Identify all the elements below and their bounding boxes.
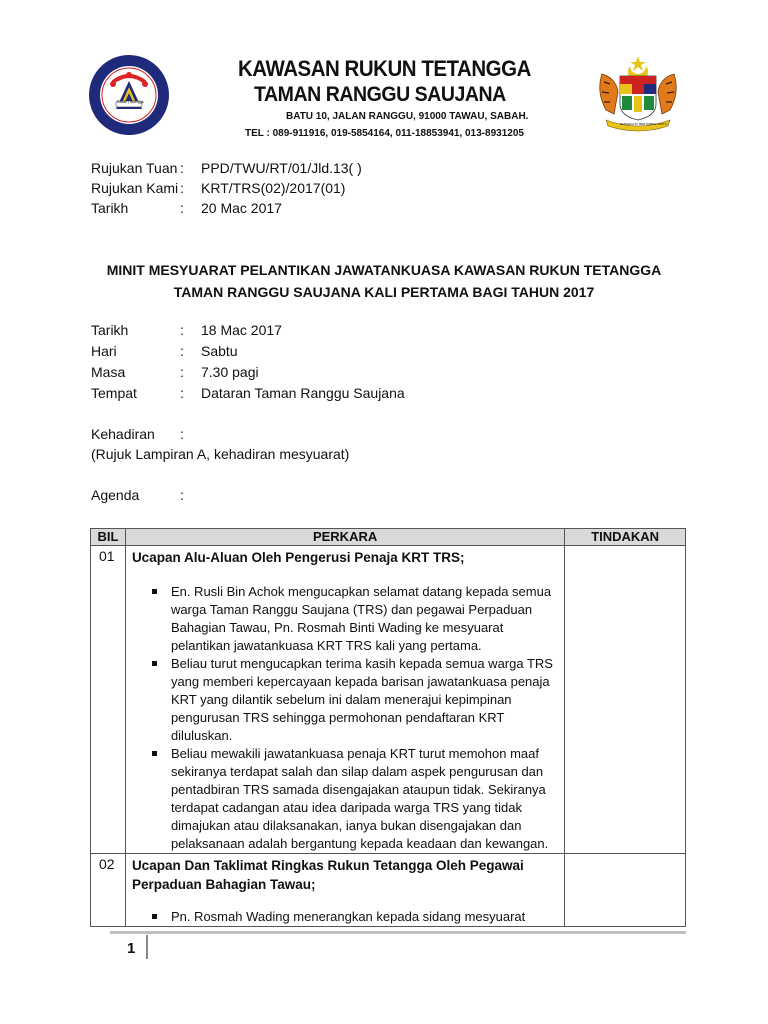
row-perkara-cell	[125, 854, 564, 927]
list-item: Pn. Rosmah Wading menerangkan kepada sidang mesyuarat	[171, 908, 556, 926]
reference-row	[91, 180, 491, 198]
agenda-row	[91, 487, 491, 505]
list-item: En. Rusli Bin Achok mengucapkan selamat datang kepada semua warga Taman Ranggu Saujana (TRS) dan pegawai Perpaduan Bahagian Tawau, Pn. Rosmah Binti Wading ke mesyuarat pelantikan jawatankuasa KRT TRS kali yang pertama.	[171, 583, 556, 655]
colon: :	[180, 322, 184, 338]
reference-label: Rujukan Kami	[91, 180, 179, 196]
row-title: Ucapan Alu-Aluan Oleh Pengerusi Penaja KRT TRS;	[131, 550, 465, 565]
table-header-row	[91, 529, 686, 546]
coat-of-arms-motto: BERSEKUTU BERTAMBAH MUTU	[620, 122, 668, 126]
meeting-value: 18 Mac 2017	[201, 322, 282, 338]
reference-row	[91, 160, 491, 178]
org-name: TAMAN RANGGU SAUJANA	[254, 83, 506, 106]
meeting-label: Tarikh	[91, 322, 129, 338]
minutes-title-line-1: MINIT MESYUARAT PELANTIKAN JAWATANKUASA KAWASAN RUKUN TETANGGA	[106, 262, 662, 278]
colon: :	[180, 487, 184, 503]
meeting-row	[91, 364, 491, 382]
reference-row	[91, 200, 491, 218]
meeting-value: 7.30 pagi	[201, 364, 259, 380]
row-bil-cell	[91, 854, 126, 927]
attendance-note	[91, 446, 491, 464]
column-header-tindakan: TINDAKAN	[565, 529, 686, 546]
org-address: BATU 10, JALAN RANGGU, 91000 TAWAU, SABAH.	[286, 111, 529, 122]
row-perkara-cell	[125, 546, 564, 854]
attendance-label: Kehadiran	[91, 426, 155, 442]
reference-label: Rujukan Tuan	[91, 160, 178, 176]
bullet-list	[126, 908, 564, 926]
colon: :	[180, 160, 184, 176]
list-item: Beliau mewakili jawatankuasa penaja KRT turut memohon maaf sekiranya terdapat salah dan silap dalam aspek pengurusan dan pentadbiran TRS samada disengajakan ataupun tidak. Sekiranya terdapat cadangan atau idea daripada warga TRS yang tidak dimajukan atau dilaksanakan, ianya bukan disengajakan dan pelaksanaan adalah bergantung kepada keadaan dan kewangan.	[171, 745, 556, 853]
attendance-note-text: (Rujuk Lampiran A, kehadiran mesyuarat)	[91, 446, 350, 462]
list-item: Beliau turut mengucapkan terima kasih kepada semua warga TRS yang memberi kepercayaan kepada barisan jawatankuasa penaja KRT yang dilantik sebelum ini dalam menerajui kepimpinan pengurusan TRS sehingga permohonan pendaftaran KRT diluluskan.	[171, 655, 556, 745]
row-title: Ucapan Dan Taklimat Ringkas Rukun Tetangga Oleh Pegawai Perpaduan Bahagian Tawau;	[131, 858, 524, 892]
meeting-label: Tempat	[91, 385, 137, 401]
column-header-bil: BIL	[91, 529, 126, 546]
meeting-label: Masa	[91, 364, 126, 380]
colon: :	[180, 364, 184, 380]
reference-value: KRT/TRS(02)/2017(01)	[201, 180, 346, 196]
meeting-value: Dataran Taman Ranggu Saujana	[201, 385, 405, 401]
attendance-row	[91, 426, 491, 444]
row-bil: 02	[99, 856, 115, 872]
krt-logo	[88, 54, 170, 136]
coat-of-arms-logo	[592, 52, 684, 136]
table-row	[91, 546, 686, 854]
column-header-perkara: PERKARA	[125, 529, 564, 546]
table-row	[91, 854, 686, 927]
reference-value: PPD/TWU/RT/01/Jld.13( )	[201, 160, 362, 176]
bullet-list	[126, 583, 564, 853]
org-title: KAWASAN RUKUN TETANGGA	[238, 56, 531, 81]
page-number: 1	[127, 940, 136, 957]
row-bil: 01	[99, 548, 115, 564]
agenda-label: Agenda	[91, 487, 140, 503]
colon: :	[180, 385, 184, 401]
reference-value: 20 Mac 2017	[201, 200, 282, 216]
page-number-divider	[146, 935, 148, 959]
row-tindakan-cell	[565, 854, 686, 927]
colon: :	[180, 343, 184, 359]
minutes-title-line-2: TAMAN RANGGU SAUJANA KALI PERTAMA BAGI TAHUN 2017	[173, 284, 595, 300]
colon: :	[180, 426, 184, 442]
krt-logo-emblem	[88, 54, 170, 136]
org-telephone: TEL : 089-911916, 019-5854164, 011-18853941, 013-8931205	[245, 128, 524, 139]
meeting-label: Hari	[91, 343, 117, 359]
reference-label: Tarikh	[91, 200, 129, 216]
footer-divider	[110, 931, 686, 934]
agenda-table	[90, 528, 686, 927]
meeting-row	[91, 343, 491, 361]
meeting-row	[91, 385, 491, 403]
row-bil-cell	[91, 546, 126, 854]
colon: :	[180, 200, 184, 216]
meeting-row	[91, 322, 491, 340]
meeting-value: Sabtu	[201, 343, 238, 359]
row-tindakan-cell	[565, 546, 686, 854]
colon: :	[180, 180, 184, 196]
krt-logo-badge: Rakan | tetangga	[117, 100, 144, 104]
